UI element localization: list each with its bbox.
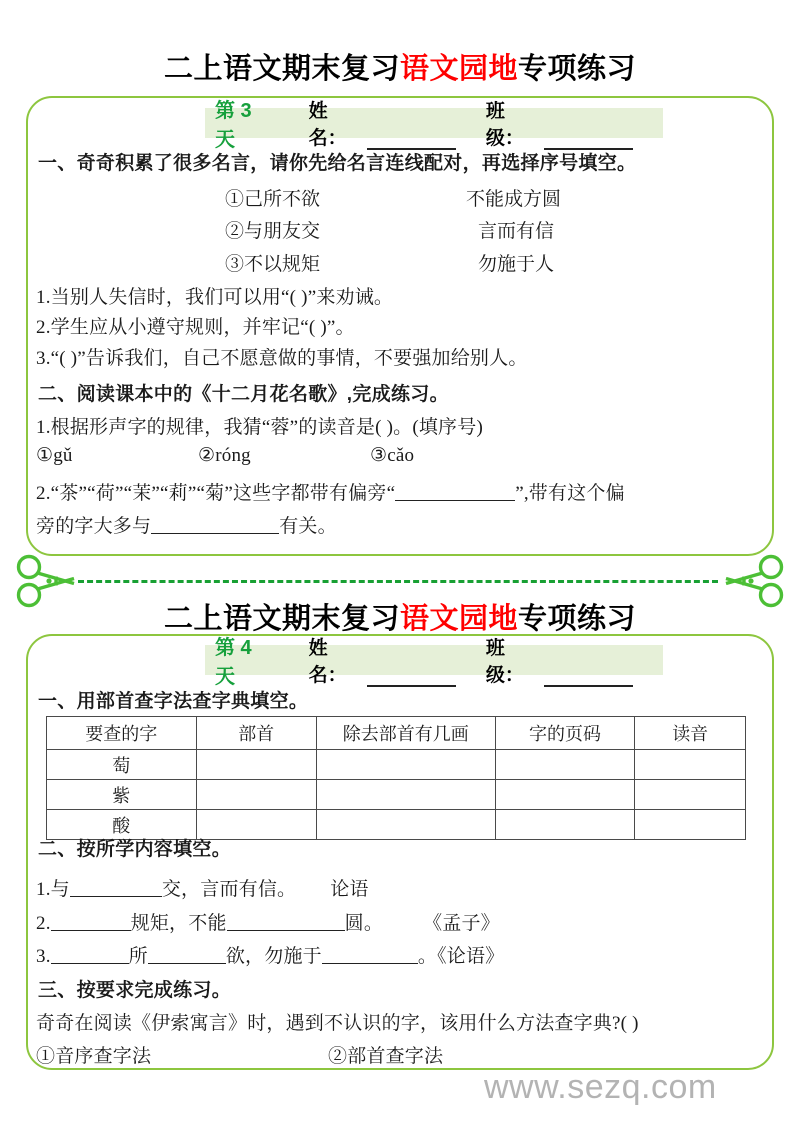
pair-2-right[interactable]: 言而有信 [478, 221, 555, 242]
s2-b3-blank-2[interactable] [148, 948, 226, 964]
sheet1-class-field[interactable] [486, 96, 633, 150]
col-header-radical: 部首 [196, 717, 316, 750]
s2-b3-c: 欲，勿施于 [225, 946, 322, 967]
sheet2-section3-heading: 三、按要求完成练习。 [38, 980, 232, 1001]
sheet2-class-blank[interactable] [544, 668, 633, 687]
sheet2-name-label: 姓名： [308, 638, 347, 686]
pair-3-left[interactable]: ③不以规矩 [225, 254, 321, 275]
s2-b1-blank[interactable] [70, 881, 162, 897]
sheet2-s2-blank-line-2[interactable] [36, 908, 500, 935]
col-header-pronunciation: 读音 [635, 717, 746, 750]
table-row[interactable] [47, 780, 746, 810]
sheet2-title-highlight: 语文园地 [399, 603, 518, 635]
sheet1-title [0, 46, 800, 87]
sheet2-s3-question[interactable]: 奇奇在阅读《伊索寓言》时，遇到不认识的字，该用什么方法查字典?( ) [36, 1013, 639, 1034]
sheet1-day-label: 第 3 天 [215, 100, 252, 151]
sheet1-s2-item-1[interactable]: 1.根据形声字的规律，我猜“蓉”的读音是( )。(填序号) [36, 417, 483, 438]
sheet2-s3-option-1[interactable]: ①音序查字法 [36, 1046, 152, 1067]
cell-page-3[interactable] [495, 810, 635, 840]
sheet2-day-label: 第 4 天 [215, 637, 252, 688]
cell-char-3: 酸 [47, 810, 197, 840]
sheet2-s3-option-2[interactable]: ②部首查字法 [328, 1046, 444, 1067]
s2-b3-d: 。《论语》 [417, 946, 505, 967]
s2-b2-c: 圆。 [344, 913, 384, 934]
sheet1-s1-item-2[interactable]: 2.学生应从小遵守规则，并牢记“( )”。 [36, 317, 355, 338]
sheet2-section2-heading: 二、按所学内容填空。 [38, 839, 232, 860]
sheet1-header-band [205, 100, 663, 151]
cell-pron-3[interactable] [635, 810, 746, 840]
col-header-strokes: 除去部首有几画 [316, 717, 495, 750]
s2-b1-source: 论语 [330, 879, 369, 900]
cell-page-2[interactable] [495, 780, 635, 810]
table-header-row [47, 717, 746, 750]
sheet2-s2-blank-line-1[interactable] [36, 874, 369, 901]
s2-b2-source: 《孟子》 [423, 913, 500, 934]
table-row[interactable] [47, 750, 746, 780]
sheet1-s2-fill-line2-a: 旁的字大多与 [36, 516, 152, 537]
sheet1-s2-option-1[interactable]: ①gǔ [36, 445, 73, 466]
sheet2-title [0, 596, 800, 637]
cell-strokes-3[interactable] [316, 810, 495, 840]
site-watermark: www.sezq.com [484, 1068, 717, 1106]
sheet1-s2-option-3[interactable]: ③cǎo [370, 445, 415, 466]
cell-radical-1[interactable] [196, 750, 316, 780]
s2-b2-blank-1[interactable] [51, 915, 131, 931]
pair-2-left[interactable]: ②与朋友交 [225, 221, 321, 242]
sheet1-section1-heading: 一、奇奇积累了很多名言，请你先给名言连线配对，再选择序号填空。 [38, 153, 637, 174]
sheet1-s2-fill-line1-a: 2.“茶”“荷”“茉”“莉”“菊”这些字都带有偏旁“ [36, 483, 396, 504]
s2-b3-blank-1[interactable] [51, 948, 129, 964]
sheet1-s2-blank-1[interactable] [395, 485, 515, 501]
sheet2-class-field[interactable] [486, 633, 633, 687]
cut-dashed-line [78, 580, 718, 583]
sheet1-title-highlight: 语文园地 [399, 53, 518, 85]
cell-strokes-2[interactable] [316, 780, 495, 810]
sheet2-s2-blank-line-3[interactable] [36, 941, 504, 968]
sheet2-section1-heading: 一、用部首查字法查字典填空。 [38, 691, 309, 712]
sheet1-s1-item-3[interactable]: 3.“( )”告诉我们，自己不愿意做的事情，不要强加给别人。 [36, 348, 528, 369]
sheet1-s2-blank-2[interactable] [151, 518, 279, 534]
sheet1-s2-fill-line1[interactable] [36, 478, 625, 505]
sheet1-s2-fill-line1-b: ”,带有这个偏 [515, 483, 625, 504]
dictionary-lookup-table[interactable] [46, 716, 746, 840]
col-header-char: 要查的字 [47, 717, 197, 750]
sheet1-class-label: 班级： [485, 101, 524, 149]
s2-b3-b: 所 [128, 946, 148, 967]
s2-b2-b: 规矩，不能 [130, 913, 227, 934]
cell-strokes-1[interactable] [316, 750, 495, 780]
pair-1-right[interactable]: 不能成方圆 [466, 189, 562, 210]
sheet1-s2-fill-line2-b: 有关。 [279, 516, 337, 537]
cell-radical-2[interactable] [196, 780, 316, 810]
col-header-page: 字的页码 [495, 717, 635, 750]
s2-b2-blank-2[interactable] [227, 915, 345, 931]
sheet1-s2-fill-line2[interactable] [36, 511, 337, 538]
cell-char-2: 紫 [47, 780, 197, 810]
sheet1-s1-item-1[interactable]: 1.当别人失信时，我们可以用“( )”来劝诫。 [36, 287, 394, 308]
sheet2-title-after: 专项练习 [518, 603, 637, 635]
sheet1-section2-heading: 二、阅读课本中的《十二月花名歌》,完成练习。 [38, 384, 449, 405]
cell-page-1[interactable] [495, 750, 635, 780]
sheet2-class-label: 班级： [485, 638, 524, 686]
sheet2-name-blank[interactable] [367, 668, 456, 687]
sheet2-name-field[interactable] [309, 633, 456, 687]
sheet1-s2-option-2[interactable]: ②róng [198, 445, 251, 466]
sheet1-name-label: 姓名： [308, 101, 347, 149]
sheet1-title-after: 专项练习 [518, 53, 637, 85]
cell-pron-1[interactable] [635, 750, 746, 780]
sheet1-name-field[interactable] [309, 96, 456, 150]
s2-b1-a: 1.与 [36, 879, 70, 900]
cell-char-1: 萄 [47, 750, 197, 780]
s2-b1-b: 交，言而有信。 [161, 879, 297, 900]
s2-b3-blank-3[interactable] [322, 948, 418, 964]
s2-b3-a: 3. [36, 946, 51, 967]
sheet1-title-before: 二上语文期末复习 [163, 53, 400, 85]
s2-b2-a: 2. [36, 913, 51, 934]
pair-3-right[interactable]: 勿施于人 [478, 254, 555, 275]
sheet2-header-band [205, 637, 663, 688]
sheet2-title-before: 二上语文期末复习 [163, 603, 400, 635]
pair-1-left[interactable]: ①己所不欲 [225, 189, 321, 210]
cell-pron-2[interactable] [635, 780, 746, 810]
